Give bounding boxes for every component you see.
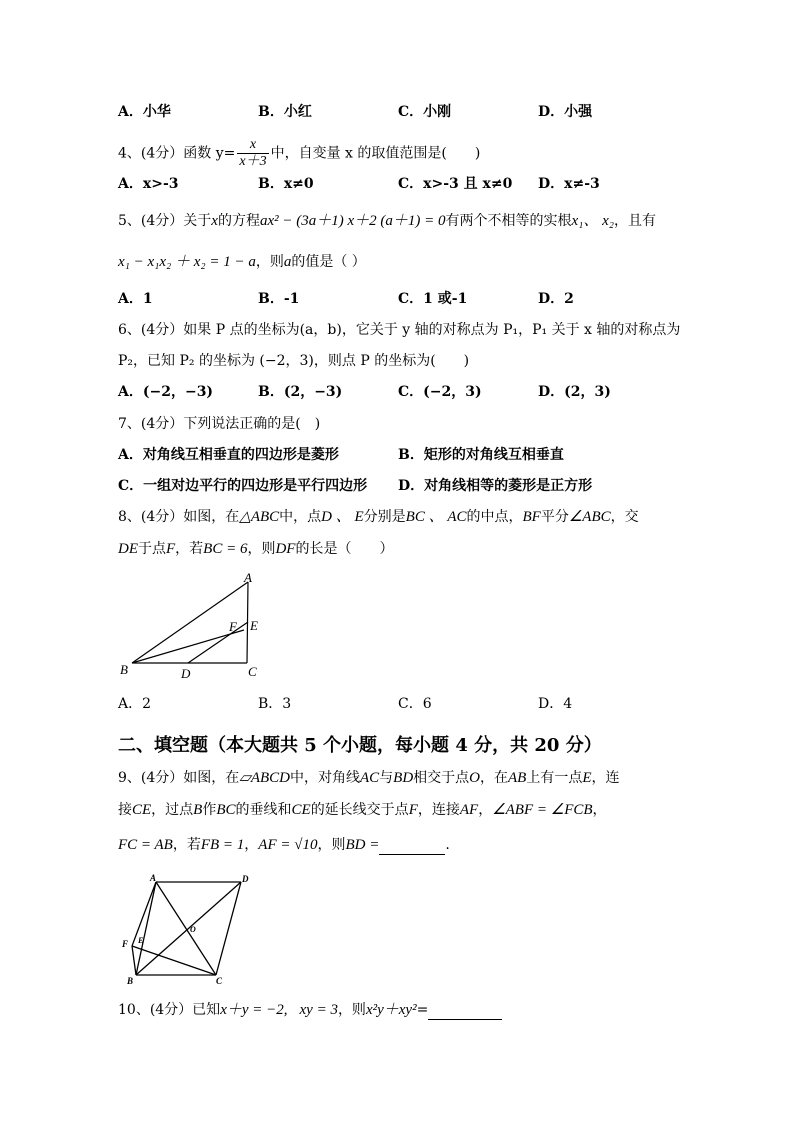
q6-option-c: C．(−2，3) [398, 384, 482, 400]
q8-text: 的长是（ ） [295, 541, 394, 557]
q5-condition: x₁ − x₁x₂ ＋ x₂ = 1 − a [118, 254, 256, 270]
q9-text: . [445, 837, 450, 853]
q4-option-c: C．x>-3 且 x≠0 [398, 176, 513, 192]
q9-label-a: A [150, 873, 157, 883]
q8-triangle: △ABC [239, 509, 280, 525]
q5-var-x: x [211, 213, 218, 229]
q5-text: 有两个不相等的实根 [445, 213, 572, 229]
q9-label-e: E [138, 936, 144, 945]
q4-option-d: D．x≠-3 [538, 176, 600, 192]
q5-option-a: A．1 [118, 291, 153, 307]
q9-bd-eq: BD = [345, 837, 380, 853]
q9-answer-blank[interactable] [379, 854, 445, 855]
q8-label-c: C [248, 664, 257, 679]
q4-frac-num: x [237, 137, 268, 154]
q8-line1 [118, 507, 639, 527]
q10-sum-eq: x＋y = −2, [220, 1002, 288, 1018]
q9-ab: AB [508, 770, 527, 786]
q8-option-c: C．6 [398, 696, 432, 712]
q3-option-c: C．小刚 [398, 104, 452, 120]
q5-text: 5、(4分）关于 [118, 213, 212, 229]
q9-label-o: O [190, 925, 196, 934]
q9-fc-eq: FC = AB [118, 837, 173, 853]
q8-text: 于点 [138, 541, 166, 557]
q10-text: = [416, 1002, 429, 1018]
q7-stem: 7、(4分）下列说法正确的是( ) [118, 416, 321, 432]
q9-text: ，在 [480, 770, 508, 786]
q9-ce: CE [132, 802, 152, 818]
q8-text: 8、(4分）如图，在 [118, 509, 240, 525]
q3-option-d: D．小强 [538, 104, 593, 120]
q9-diagonal-bd [136, 882, 241, 975]
q9-text: ，若 [172, 837, 201, 853]
q9-diagonal-ac [156, 882, 216, 975]
q10-expression: x²y＋xy² [365, 1002, 417, 1018]
q9-parallelogram: ▱ABCD [239, 770, 290, 786]
q8-label-e: E [250, 618, 258, 633]
q8-segment-bf [132, 630, 244, 663]
q9-text: 与 [379, 770, 394, 786]
q9-point-e: E [582, 770, 592, 786]
q9-label-c: C [216, 976, 223, 986]
q9-text: 上有一点 [526, 770, 583, 786]
q5-text: ，则 [255, 254, 284, 270]
q6-option-d: D．(2，3) [538, 384, 611, 400]
q9-parallelogram-figure [118, 872, 268, 994]
q7-option-d: D．对角线相等的菱形是正方形 [398, 478, 593, 494]
q10-answer-blank[interactable] [428, 1019, 502, 1020]
q8-bf: BF [522, 509, 541, 525]
q8-df: DF [275, 541, 296, 557]
q3-option-a: A．小华 [118, 104, 171, 120]
q9-bd: BD [393, 770, 414, 786]
q9-line2 [118, 800, 607, 820]
q8-label-b: B [120, 662, 128, 677]
q9-ac: AC [359, 770, 380, 786]
q8-text: 中，点 [279, 509, 322, 525]
q9-line1 [118, 768, 620, 788]
q9-angle-eq: ∠ABF = ∠FCB [492, 802, 593, 818]
q9-side-dc [216, 882, 241, 975]
q9-text: ，连 [591, 770, 620, 786]
q5-text: ，且有 [614, 213, 656, 229]
q9-text: 接 [118, 802, 132, 818]
q8-text: ，若 [175, 541, 204, 557]
q8-option-d: D．4 [538, 696, 573, 712]
q10-stem [118, 1000, 502, 1020]
q8-label-f: F [229, 619, 237, 634]
q8-segments: BC 、 AC [405, 509, 467, 525]
q8-text: ，则 [247, 541, 276, 557]
q7-option-a: A．对角线互相垂直的四边形是菱形 [118, 447, 339, 463]
q8-option-a: A．2 [118, 696, 152, 712]
q9-point-o: O [469, 770, 480, 786]
q9-bc: BC [216, 802, 236, 818]
q9-point-b: B [193, 802, 203, 818]
q5-line1 [118, 211, 656, 231]
q9-line-fb [132, 946, 136, 975]
q9-text: ， [244, 837, 259, 853]
q9-ce: CE [291, 802, 311, 818]
q5-equation: ax² − (3a＋1) x＋2 (a＋1) = 0 [259, 213, 446, 229]
q8-label-a: A [244, 570, 252, 585]
q8-text: 的中点， [466, 509, 523, 525]
q5-var-a: a [283, 254, 292, 270]
q8-option-b: B．3 [258, 696, 292, 712]
q9-af: AF [459, 802, 479, 818]
q9-label-d: D [242, 874, 249, 884]
q5-text: 的值是（ ） [291, 254, 366, 270]
q9-fb-eq: FB = 1 [200, 837, 245, 853]
q8-de: DE [118, 541, 138, 557]
q8-points-de: D 、 E [321, 509, 364, 525]
q5-option-b: B．-1 [258, 291, 300, 307]
q5-text: 的方程 [217, 213, 260, 229]
q9-text: ，过点 [151, 802, 194, 818]
q8-segment-de [188, 622, 248, 663]
q5-option-d: D．2 [538, 291, 574, 307]
q8-bc-value: BC = 6 [203, 541, 248, 557]
q8-label-d: D [181, 666, 191, 681]
q9-af-eq: AF = √10 [258, 837, 318, 853]
q10-text: 10、(4分）已知 [118, 1002, 221, 1018]
q9-text: 的垂线和 [235, 802, 292, 818]
q9-line-cf [132, 946, 216, 975]
q8-text: 平分 [540, 509, 569, 525]
q4-suffix: 中，自变量 x 的取值范围是( ) [270, 145, 481, 162]
q8-text: ，交 [610, 509, 639, 525]
q9-text: 的延长线交于点 [310, 802, 409, 818]
q5-line2 [118, 252, 366, 272]
q4-fraction [237, 137, 268, 170]
q9-text: 中，对角线 [289, 770, 360, 786]
q6-line1: 6、(4分）如果 P 点的坐标为(a，b)，它关于 y 轴的对称点为 P₁，P₁ 关于 x 轴的对称点为 [118, 322, 681, 338]
q6-option-b: B．(2，−3) [258, 384, 343, 400]
q6-line2: P₂，已知 P₂ 的坐标为 (−2，3)，则点 P 的坐标为( ) [118, 353, 470, 369]
q9-text: 9、(4分）如图，在 [118, 770, 240, 786]
q8-text: 分别是 [363, 509, 406, 525]
q8-line2 [118, 539, 393, 559]
q4-frac-den: x＋3 [239, 154, 267, 169]
q6-option-a: A．(−2，−3) [118, 384, 214, 400]
q9-text: 相交于点 [413, 770, 470, 786]
q10-product-eq: xy = 3 [299, 1002, 338, 1018]
section-heading: 二、填空题（本大题共 5 个小题，每小题 4 分，共 20 分） [118, 735, 602, 756]
q10-text: ，则 [337, 1002, 366, 1018]
q9-label-f: F [122, 939, 129, 949]
q9-text: ，连接 [417, 802, 460, 818]
q4-option-b: B．x≠0 [258, 176, 314, 192]
q9-point-f: F [408, 802, 418, 818]
q8-angle: ∠ABC [568, 509, 611, 525]
q9-line3 [118, 835, 450, 855]
q5-roots: x₁、 x₂ [571, 213, 614, 229]
q8-triangle-figure [110, 570, 270, 688]
q7-option-b: B．矩形的对角线互相垂直 [398, 447, 564, 463]
q9-text: ，则 [317, 837, 346, 853]
q7-option-c: C．一组对边平行的四边形是平行四边形 [118, 478, 368, 494]
q9-label-b: B [127, 976, 134, 986]
q8-point-f: F [166, 541, 176, 557]
q5-option-c: C．1 或-1 [398, 291, 468, 307]
q3-option-b: B．小红 [258, 104, 312, 120]
q9-text: 作 [202, 802, 217, 818]
q9-text: ， [592, 802, 607, 818]
q4-stem [118, 137, 480, 170]
q4-prefix: 4、(4分）函数 y= [118, 145, 236, 162]
q4-option-a: A．x>-3 [118, 176, 179, 192]
q9-text: ， [478, 802, 493, 818]
